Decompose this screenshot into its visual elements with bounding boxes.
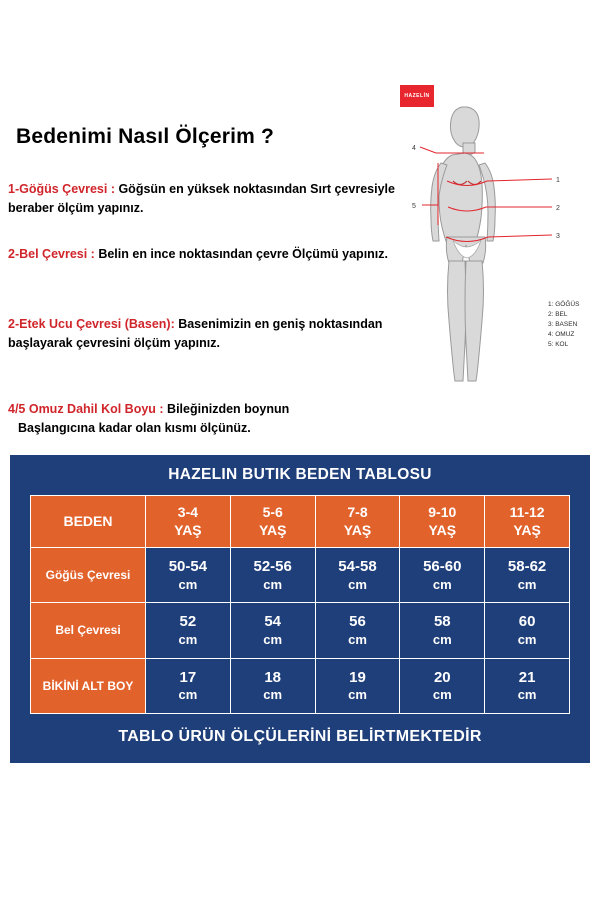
- cell-waist-4-unit: cm: [432, 631, 452, 647]
- table-row: [31, 548, 570, 603]
- header-size-2-unit: YAŞ: [258, 521, 287, 538]
- row-label-bikini-bottom: BİKİNİ ALT BOY: [31, 658, 146, 713]
- header-size-5-unit: YAŞ: [513, 521, 541, 538]
- cell-bikini-3: [315, 658, 400, 713]
- instruction-hip-text: Basenimizin en geniş noktasından başlayarak çevresini ölçüm yapınız.: [8, 317, 383, 351]
- body-figure-illustration: [400, 85, 590, 400]
- cell-bikini-1-unit: cm: [178, 687, 198, 703]
- header-size-5: [485, 496, 570, 548]
- header-size-4: [400, 496, 485, 548]
- header-size-5-value: 11-12: [509, 504, 545, 520]
- figure-legend: [548, 300, 579, 350]
- cell-chest-3: [315, 548, 400, 603]
- cell-waist-4: [400, 603, 485, 658]
- header-size-3-value: 7-8: [347, 504, 368, 520]
- cell-waist-5-unit: cm: [517, 631, 537, 647]
- cell-chest-1-unit: cm: [178, 576, 198, 592]
- size-chart: [10, 455, 590, 763]
- cell-chest-3-value: 54-58: [338, 558, 377, 575]
- cell-chest-3-unit: cm: [348, 576, 367, 592]
- header-size-1-value: 3-4: [177, 504, 199, 520]
- legend-item-5: 5: KOL: [548, 341, 569, 349]
- row-label-chest: Göğüs Çevresi: [31, 548, 146, 603]
- size-chart-footer: TABLO ÜRÜN ÖLÇÜLERİNİ BELİRTMEKTEDİR: [118, 728, 482, 746]
- callout-4: 4: [412, 145, 416, 152]
- cell-waist-2-unit: cm: [263, 631, 283, 647]
- instruction-sleeve-label: 4/5 Omuz Dahil Kol Boyu :: [8, 402, 164, 416]
- cell-waist-5: [485, 603, 570, 658]
- legend-item-3: 3: BASEN: [548, 321, 578, 329]
- cell-chest-5-value: 58-62: [507, 558, 547, 575]
- legend-item-4: 4: OMUZ: [548, 331, 575, 339]
- legend-item-1: 1: GÖĞÜS: [548, 301, 580, 308]
- cell-chest-4: [400, 548, 485, 603]
- instruction-waist-label: 2-Bel Çevresi :: [8, 247, 95, 261]
- header-beden: BEDEN: [31, 496, 146, 548]
- cell-bikini-2-unit: cm: [263, 687, 283, 703]
- callout-5: 5: [412, 203, 416, 210]
- cell-bikini-4-unit: cm: [432, 687, 452, 703]
- row-label-waist: Bel Çevresi: [31, 603, 146, 658]
- cell-bikini-2: [230, 658, 315, 713]
- cell-chest-1-value: 50-54: [168, 558, 208, 575]
- cell-chest-1: [146, 548, 231, 603]
- page-title: Bedenimi Nasıl Ölçerim ?: [16, 125, 275, 148]
- instruction-hip-label: 2-Etek Ucu Çevresi (Basen):: [8, 317, 175, 331]
- cell-chest-2: [230, 548, 315, 603]
- cell-bikini-1: [146, 658, 231, 713]
- cell-bikini-5: [485, 658, 570, 713]
- cell-bikini-3-value: 19: [349, 668, 366, 686]
- cell-chest-2-value: 52-56: [253, 558, 292, 575]
- cell-chest-4-value: 56-60: [423, 558, 462, 575]
- cell-waist-1: [146, 603, 231, 658]
- table-row: [31, 658, 570, 713]
- header-size-1: [146, 496, 231, 548]
- cell-waist-3-value: 56: [349, 613, 366, 631]
- header-size-3-unit: YAŞ: [343, 521, 372, 538]
- size-chart-table: [30, 495, 570, 714]
- instruction-sleeve-text-line2: Başlangıcına kadar olan kısmı ölçünüz.: [18, 421, 251, 436]
- cell-waist-1-unit: cm: [178, 631, 198, 647]
- callout-2: 2: [556, 205, 560, 212]
- header-size-4-unit: YAŞ: [428, 521, 457, 538]
- instruction-hip: [8, 315, 408, 354]
- cell-chest-2-unit: cm: [263, 576, 283, 592]
- header-size-2: [230, 496, 315, 548]
- cell-waist-2-value: 54: [264, 613, 282, 631]
- legend-item-2: 2: BEL: [548, 311, 568, 319]
- header-size-4-value: 9-10: [428, 504, 457, 520]
- callout-3: 3: [556, 233, 560, 240]
- cell-waist-1-value: 52: [179, 613, 197, 631]
- header-size-2-value: 5-6: [262, 504, 283, 520]
- instruction-chest-label: 1-Göğüs Çevresi :: [8, 182, 115, 196]
- instruction-sleeve: [8, 400, 289, 439]
- table-header-row: [31, 496, 570, 548]
- table-row: [31, 603, 570, 658]
- brand-tag: HAZELİN: [400, 85, 434, 107]
- cell-waist-5-value: 60: [518, 613, 536, 631]
- cell-bikini-5-value: 21: [518, 668, 536, 686]
- cell-bikini-5-unit: cm: [517, 687, 537, 703]
- instruction-waist-text: Belin en ince noktasından çevre Ölçümü yapınız.: [94, 247, 388, 261]
- size-chart-title: HAZELIN BUTIK BEDEN TABLOSU: [168, 466, 432, 483]
- cell-bikini-1-value: 17: [179, 668, 197, 686]
- cell-waist-2: [230, 603, 315, 658]
- female-body-diagram-icon: [400, 85, 590, 400]
- cell-chest-5: [485, 548, 570, 603]
- cell-chest-4-unit: cm: [432, 576, 452, 592]
- cell-waist-4-value: 58: [433, 613, 451, 631]
- cell-chest-5-unit: cm: [517, 576, 537, 592]
- header-size-3: [315, 496, 400, 548]
- cell-bikini-2-value: 18: [264, 668, 282, 686]
- callout-1: 1: [556, 177, 560, 184]
- instruction-waist: [8, 245, 388, 264]
- cell-bikini-3-unit: cm: [348, 687, 367, 703]
- instruction-chest-text: Göğsün en yüksek noktasından Sırt çevresiyle beraber ölçüm yapınız.: [8, 182, 395, 216]
- instruction-sleeve-text: Bileğinizden boynun: [163, 402, 290, 416]
- instruction-chest: [8, 180, 408, 219]
- header-size-1-unit: YAŞ: [174, 521, 202, 538]
- cell-bikini-4: [400, 658, 485, 713]
- cell-waist-3-unit: cm: [348, 631, 367, 647]
- cell-waist-3: [315, 603, 400, 658]
- cell-bikini-4-value: 20: [433, 668, 451, 686]
